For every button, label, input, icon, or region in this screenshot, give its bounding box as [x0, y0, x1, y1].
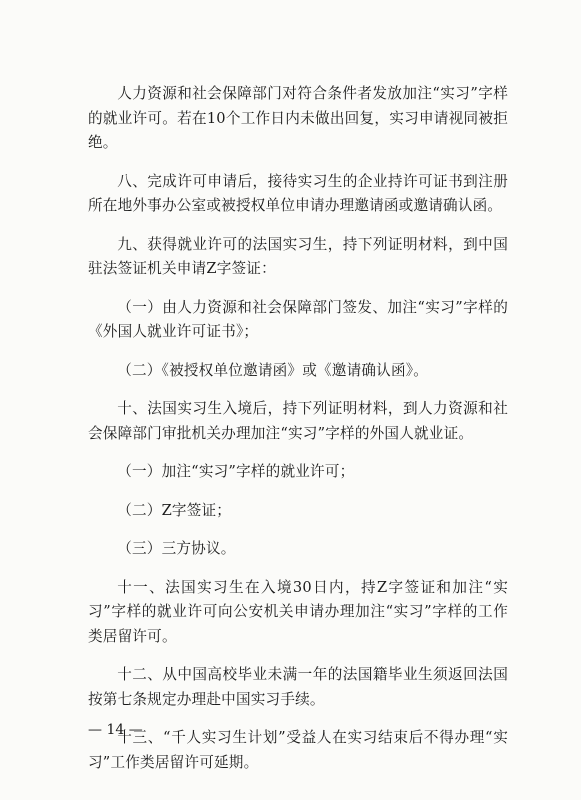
paragraph-article-10-item-3: （三）三方协议。 [117, 540, 236, 557]
paragraph-article-10-item-2: （二）Z字签证； [117, 501, 232, 519]
paragraph-article-9-item-2: （二）《被授权单位邀请函》或《邀请确认函》。 [117, 361, 429, 379]
paragraph-article-8: 八、完成许可申请后，接待实习生的企业持许可证书到注册所在地外事办公室或被授权单位申请办理邀请函或邀请确认函。 [88, 172, 508, 214]
page-number: — 14 — [88, 722, 143, 738]
paragraph-article-9-item-1: （一）由人力资源和社会保障部门签发、加注“实习”字样的《外国人就业许可证书》； [88, 298, 508, 340]
paragraph-article-9: 九、获得就业许可的法国实习生，持下列证明材料，到中国驻法签证机关申请Z字签证： [88, 235, 508, 277]
paragraph-continuation: 人力资源和社会保障部门对符合条件者发放加注“实习”字样的就业许可。若在10个工作日内未做出回复，实习申请视同被拒绝。 [88, 85, 508, 151]
paragraph-article-10-item-1: （一）加注“实习”字样的就业许可； [117, 463, 355, 480]
paragraph-article-13: 十三、“千人实习生计划”受益人在实习结束后不得办理“实习”工作类居留许可延期。 [88, 729, 508, 771]
body-text [88, 82, 508, 789]
paragraph-article-11: 十一、法国实习生在入境30日内，持Z字签证和加注“实习”字样的就业许可向公安机关申请办理加注“实习”字样的工作类居留许可。 [88, 578, 508, 645]
paragraph-article-12: 十二、从中国高校毕业未满一年的法国籍毕业生须返回法国按第七条规定办理赴中国实习手续。 [88, 666, 508, 708]
paragraph-article-10: 十、法国实习生入境后，持下列证明材料，到人力资源和社会保障部门审批机关办理加注“实习”字样的外国人就业证。 [88, 400, 508, 442]
